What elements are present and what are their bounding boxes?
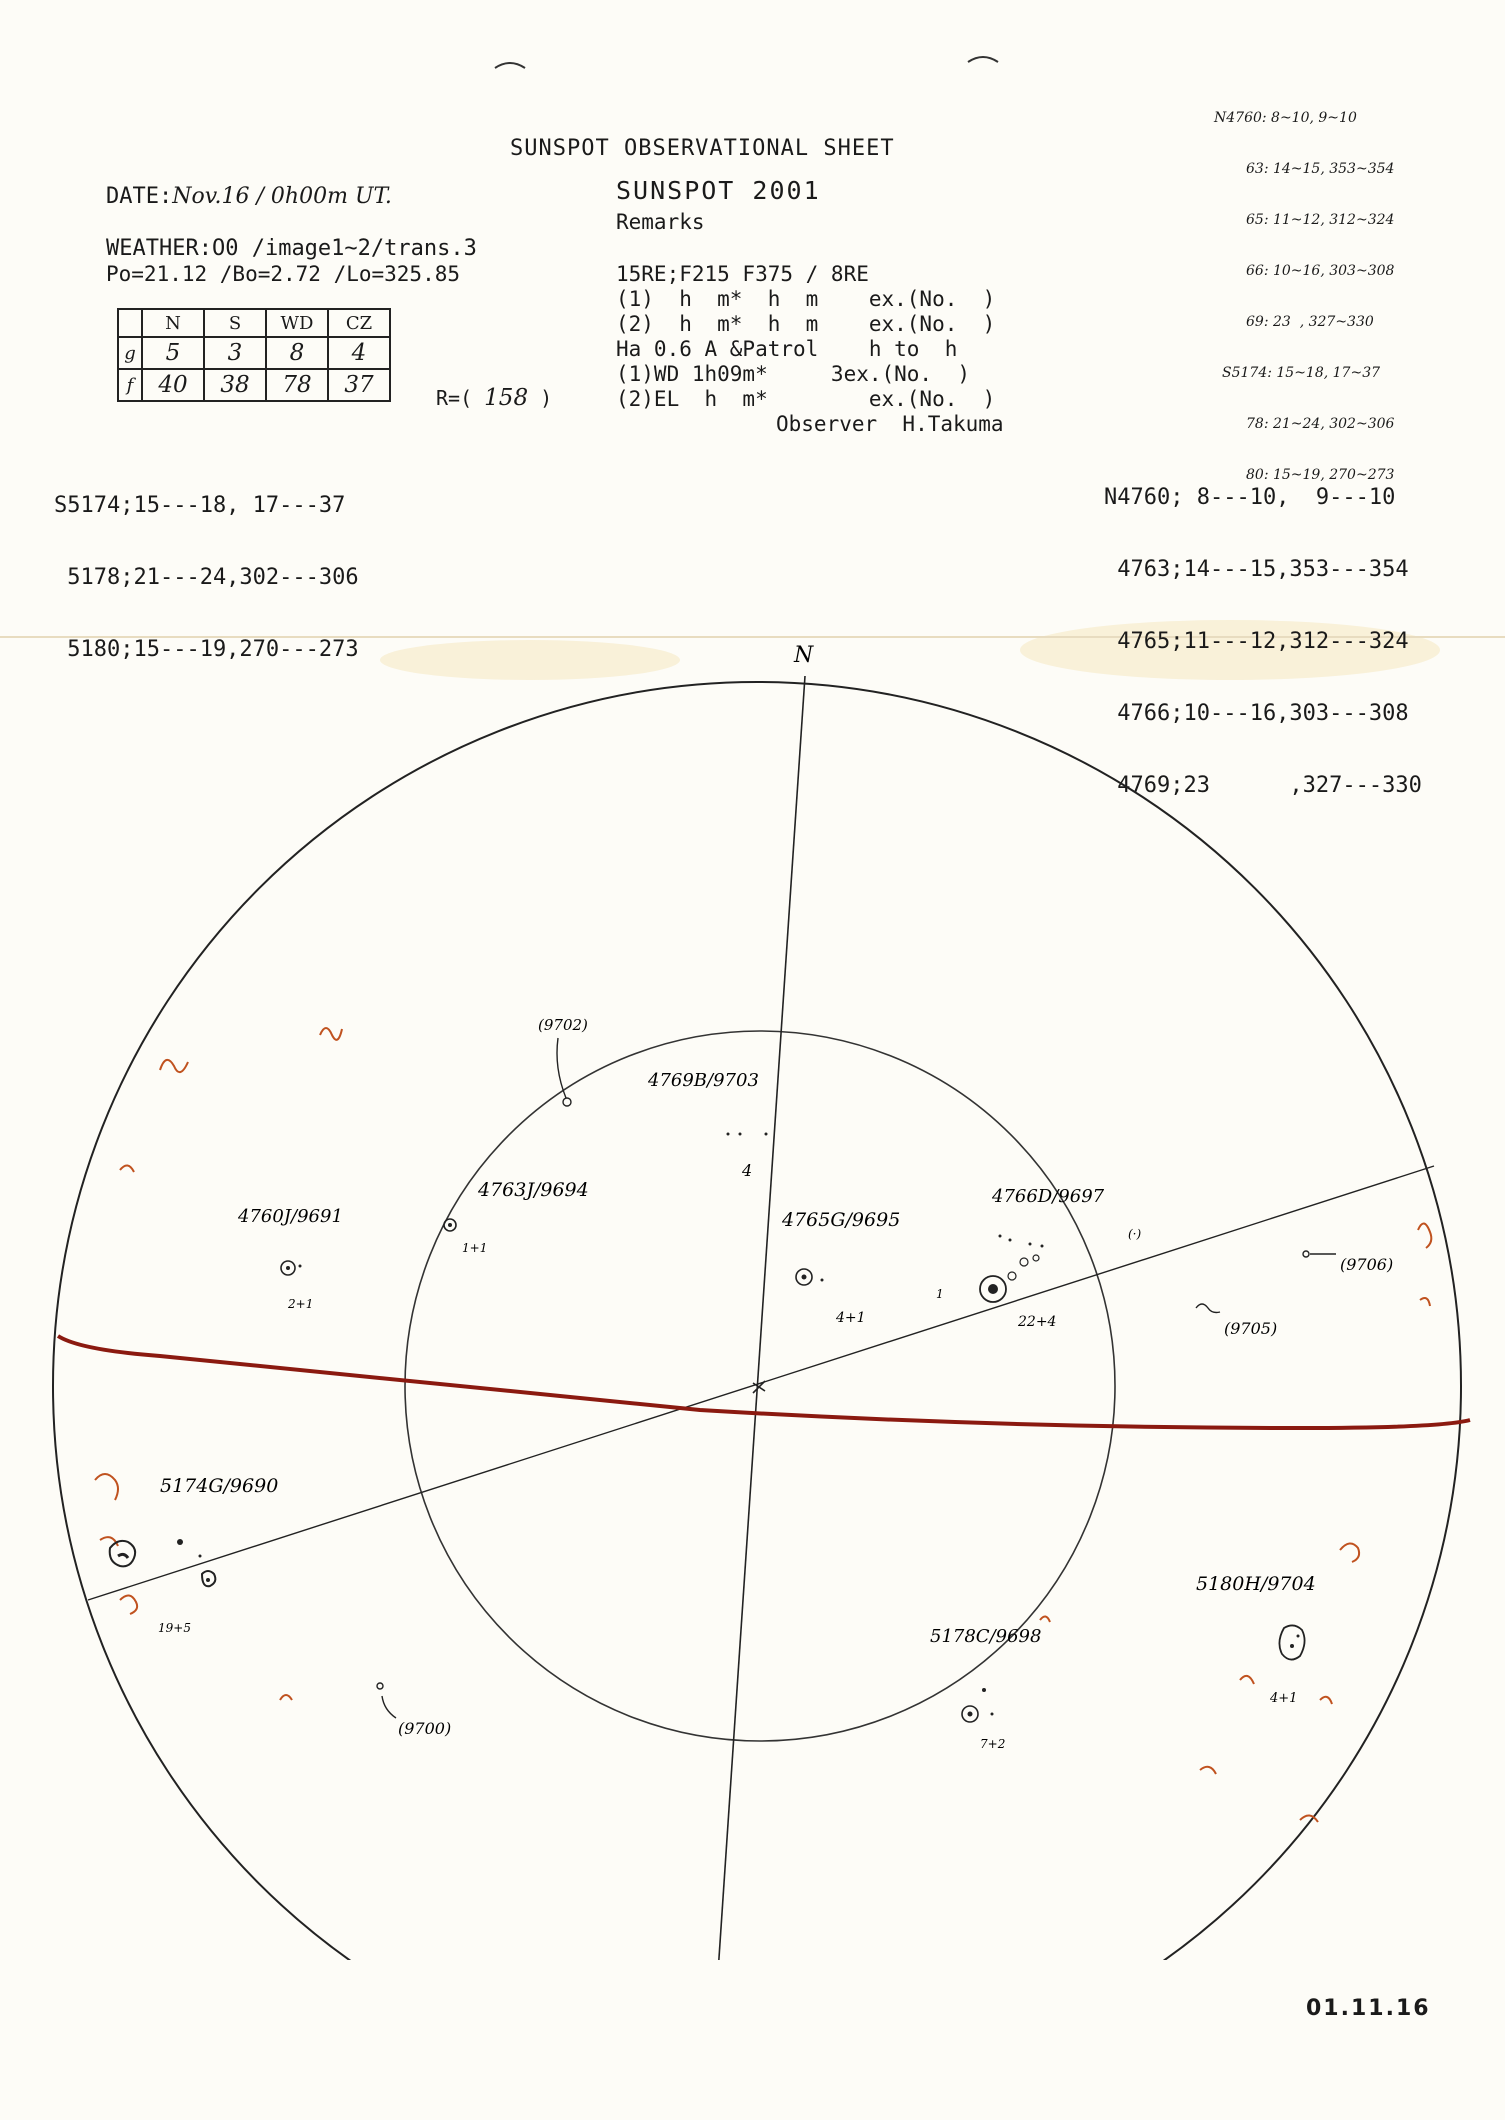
list-item: 5180;15---19,270---273 xyxy=(54,637,359,662)
group-count: 1+1 xyxy=(462,1241,488,1255)
remark-line: (2) h m* h m ex.(No. ) xyxy=(616,312,996,336)
plage-9700 xyxy=(377,1683,451,1738)
weather-value: O0 /image1~2/trans.3 xyxy=(211,236,477,261)
group-label: 4763J/9694 xyxy=(478,1179,589,1201)
remark-line: Ha 0.6 A &Patrol h to h xyxy=(616,337,958,361)
table-cell: 40 xyxy=(142,369,204,401)
row-label: f xyxy=(118,369,142,401)
sheet-title: SUNSPOT OBSERVATIONAL SHEET xyxy=(510,136,895,161)
table-header: S xyxy=(204,309,266,337)
handwritten-notes xyxy=(1214,76,1394,501)
center-cross xyxy=(753,1381,765,1393)
list-item: 5178;21---24,302---306 xyxy=(54,565,359,590)
note-line: 78: 21~24, 302~306 xyxy=(1246,416,1395,432)
list-item: 4766;10---16,303---308 xyxy=(1104,701,1409,726)
note-line: S5174: 15~18, 17~37 xyxy=(1222,365,1381,381)
date-row xyxy=(106,184,392,209)
plage-label: (9705) xyxy=(1224,1319,1278,1338)
table-cell: 78 xyxy=(266,369,328,401)
plage-label: (9706) xyxy=(1340,1255,1394,1274)
north-marker: N xyxy=(794,643,814,668)
table-row xyxy=(118,337,390,369)
group-count: 4+1 xyxy=(1270,1691,1298,1706)
plage-9702 xyxy=(538,1016,588,1106)
table-corner xyxy=(118,309,142,337)
date-value: Nov.16 / 0h00m UT. xyxy=(172,184,392,209)
date-stamp: 01.11.16 xyxy=(1306,1996,1431,2021)
group-count: 22+4 xyxy=(1018,1314,1057,1330)
observer-line: Observer H.Takuma xyxy=(776,412,1004,436)
small-count: 1 xyxy=(936,1287,944,1301)
list-item: 4763;14---15,353---354 xyxy=(1104,557,1409,582)
group-label: 5174G/9690 xyxy=(160,1475,279,1497)
note-line: 69: 23 , 327~330 xyxy=(1246,314,1374,330)
table-cell: 4 xyxy=(328,337,390,369)
plage-9705 xyxy=(1196,1304,1277,1338)
group-label: 5180H/9704 xyxy=(1196,1573,1316,1595)
table-cell: 3 xyxy=(204,337,266,369)
list-item: 4765;11---12,312---324 xyxy=(1104,629,1409,654)
r-label: R=( xyxy=(436,386,473,410)
plage-9706 xyxy=(1303,1251,1393,1274)
plage-label: (9700) xyxy=(398,1719,452,1738)
table-header: WD xyxy=(266,309,328,337)
group-count: 4+1 xyxy=(836,1310,866,1326)
list-item: 4769;23 ,327---330 xyxy=(1104,773,1422,798)
remark-line: (1)WD 1h09m* 3ex.(No. ) xyxy=(616,362,971,386)
group-count: 19+5 xyxy=(158,1621,191,1635)
small-count: (·) xyxy=(1128,1227,1142,1241)
table-header: N xyxy=(142,309,204,337)
date-label: DATE: xyxy=(106,184,173,209)
group-label: 4760J/9691 xyxy=(238,1206,343,1227)
group-label: 4766D/9697 xyxy=(992,1186,1105,1207)
orientation-params: Po=21.12 /Bo=2.72 /Lo=325.85 xyxy=(106,262,461,286)
spot-group-4769b xyxy=(647,1070,768,1180)
remarks-label: Remarks xyxy=(616,210,705,234)
group-label: 4769B/9703 xyxy=(648,1070,759,1091)
table-header-row xyxy=(118,309,390,337)
spot-group-4765g xyxy=(781,1209,900,1326)
list-item: S5174;15---18, 17---37 xyxy=(54,493,346,518)
table-header: CZ xyxy=(328,309,390,337)
spot-group-4763j xyxy=(444,1179,589,1255)
r-close: ) xyxy=(540,386,553,410)
note-line: 63: 14~15, 353~354 xyxy=(1246,161,1395,177)
table-cell: 37 xyxy=(328,369,390,401)
list-item: N4760; 8---10, 9---10 xyxy=(1104,485,1396,510)
row-label: g xyxy=(118,337,142,369)
weather-label: WEATHER: xyxy=(106,236,212,261)
relative-number xyxy=(436,385,552,411)
note-line: N4760: 8~10, 9~10 xyxy=(1214,110,1357,126)
filters-line: 15RE;F215 F375 / 8RE xyxy=(616,262,869,286)
spot-group-4760j xyxy=(237,1206,343,1311)
sunspot-heading: SUNSPOT 2001 xyxy=(616,176,821,205)
group-count: 4 xyxy=(742,1161,753,1180)
group-count: 2+1 xyxy=(288,1297,314,1311)
remark-line: (1) h m* h m ex.(No. ) xyxy=(616,287,996,311)
group-count: 7+2 xyxy=(980,1737,1006,1751)
note-line: 80: 15~19, 270~273 xyxy=(1246,467,1395,483)
note-line: 65: 11~12, 312~324 xyxy=(1246,212,1395,228)
table-row xyxy=(118,369,390,401)
faculae-marks xyxy=(95,1028,1431,1822)
table-cell: 5 xyxy=(142,337,204,369)
table-cell: 8 xyxy=(266,337,328,369)
count-table xyxy=(117,308,391,402)
ecliptic-axis xyxy=(88,1166,1434,1600)
spot-group-4766d xyxy=(936,1186,1141,1330)
group-label: 4765G/9695 xyxy=(782,1209,901,1231)
binder-marks xyxy=(0,0,1505,120)
r-value: 158 xyxy=(484,385,529,411)
table-cell: 38 xyxy=(204,369,266,401)
solar-disk-drawing xyxy=(0,637,1505,1960)
spot-group-5180h xyxy=(1196,1573,1316,1706)
remark-line: (2)EL h m* ex.(No. ) xyxy=(616,387,996,411)
group-label: 5178C/9698 xyxy=(930,1626,1042,1647)
plage-label: (9702) xyxy=(538,1016,588,1034)
north-south-axis xyxy=(710,676,805,1960)
weather-row xyxy=(106,236,477,261)
note-line: 66: 10~16, 303~308 xyxy=(1246,263,1395,279)
